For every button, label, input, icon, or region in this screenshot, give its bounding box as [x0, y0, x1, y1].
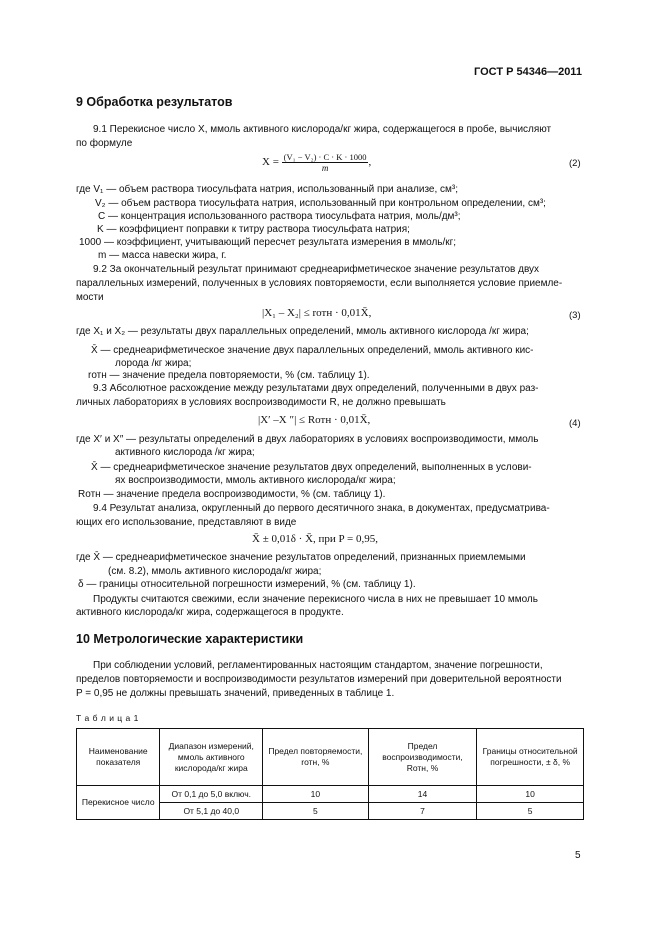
th-name: Наименование показателя — [77, 729, 160, 786]
cell-error: 10 — [477, 786, 584, 803]
metrology-table — [76, 728, 584, 820]
th-repeat: Предел повторяемости, rотн, % — [263, 729, 369, 786]
formula-3: |X₁ – X₂| ≤ rотн · 0,01X̄, — [262, 307, 372, 319]
cell-reproduce: 14 — [368, 786, 477, 803]
table-row — [77, 786, 584, 803]
s10-line3: P = 0,95 не должны превышать значений, приведенных в таблице 1. — [76, 688, 395, 699]
cell-reproduce: 7 — [368, 803, 477, 820]
def4-xbar-cont: ях воспроизводимости, ммоль активного кислорода/кг жира; — [115, 475, 396, 486]
def-1000: 1000 — коэффициент, учитывающий пересчет результата измерения в ммоль/кг; — [79, 237, 457, 248]
formula-4-number: (4) — [569, 418, 581, 429]
def4-x: где X′ и X″ — результаты определений в двух лабораториях в условиях воспроизводимости, ммоль — [76, 434, 539, 445]
def-c: C — концентрация использованного раствора тиосульфата натрия, моль/дм³; — [98, 211, 461, 222]
p94-line2: ющих его использование, представляют в виде — [76, 517, 297, 528]
cell-error: 5 — [477, 803, 584, 820]
def-v1: где V₁ — объем раствора тиосульфата натрия, использованный при анализе, см³; — [76, 184, 459, 195]
section-9-title: 9 Обработка результатов — [76, 95, 233, 109]
def3-xbar: X̄ — среднеарифметическое значение двух параллельных определений, ммоль активного кис- — [91, 345, 534, 356]
p93-line1: 9.3 Абсолютное расхождение между результатами двух определений, полученными в двух раз- — [93, 383, 539, 394]
p92-line1: 9.2 За окончательный результат принимают среднеарифметическое значение результатов двух — [93, 264, 540, 275]
p92-line2: параллельных измерений, полученных в условиях повторяемости, если выполняется условие приемле- — [76, 278, 563, 289]
def-v2: V₂ — объем раствора тиосульфата натрия, использованный при контрольном определении, см³; — [95, 198, 546, 209]
cell-range: От 0,1 до 5,0 включ. — [160, 786, 263, 803]
fresh-line2: активного кислорода/кг жира, содержащегося в продукте. — [76, 607, 344, 618]
fresh-line1: Продукты считаются свежими, если значение перекисного числа в них не превышает 10 ммоль — [93, 594, 538, 605]
f2-num: (V₁ − V₂) · C · K · 1000 — [283, 152, 367, 162]
def5-delta: δ — границы относительной погрешности измерений, % (см. таблицу 1). — [78, 579, 416, 590]
def-m: m — масса навески жира, г. — [98, 250, 227, 261]
def4-r: Rотн — значение предела воспроизводимости, % (см. таблицу 1). — [78, 489, 386, 500]
header-standard: ГОСТ Р 54346—2011 — [474, 66, 582, 78]
def3-xbar-cont: лорода /кг жира; — [115, 358, 192, 369]
def3-x1x2: где X₁ и X₂ — результаты двух параллельных определений, ммоль активного кислорода /кг жира; — [76, 326, 529, 337]
formula-2-number: (2) — [569, 158, 581, 169]
th-range: Диапазон измерений, ммоль активного кислорода/кг жира — [160, 729, 263, 786]
th-error: Границы относительной погрешности, ± δ, % — [477, 729, 584, 786]
def3-r: rотн — значение предела повторяемости, % (см. таблицу 1). — [88, 370, 370, 381]
p94-line1: 9.4 Результат анализа, округленный до первого десятичного знака, в документах, предусматрива- — [93, 503, 550, 514]
cell-repeat: 5 — [263, 803, 369, 820]
f2-lhs: X = — [262, 156, 279, 169]
def5-xbar: где X̄ — среднеарифметическое значение результатов определений, признанных приемлемыми — [76, 552, 526, 563]
p91-line2: по формуле — [76, 138, 133, 149]
def4-xbar: X̄ — среднеарифметическое значение результатов двух определений, выполненных в услови- — [91, 462, 532, 473]
def-k: K — коэффициент поправки к титру раствора тиосульфата натрия; — [97, 224, 410, 235]
def4-x-cont: активного кислорода /кг жира; — [115, 447, 255, 458]
f2-den: m — [321, 163, 329, 173]
row-label: Перекисное число — [77, 786, 160, 820]
th-reproduce: Предел воспроизводимости, Rотн, % — [368, 729, 477, 786]
p92-line3: мости — [76, 292, 104, 303]
s10-line2: пределов повторяемости и воспроизводимости результатов измерений при доверительной вероятности — [76, 674, 562, 685]
def5-xbar-cont: (см. 8.2), ммоль активного кислорода/кг жира; — [108, 566, 322, 577]
s10-line1: При соблюдении условий, регламентированных настоящим стандартом, значение погрешности, — [93, 660, 543, 671]
section-10-title: 10 Метрологические характеристики — [76, 632, 304, 646]
table-caption: Т а б л и ц а 1 — [76, 713, 139, 723]
formula-5: X̄ ± 0,01δ · X̄, при P = 0,95, — [252, 533, 378, 545]
cell-range: От 5,1 до 40,0 — [160, 803, 263, 820]
cell-repeat: 10 — [263, 786, 369, 803]
page-number: 5 — [575, 850, 581, 861]
f2-comma: , — [368, 156, 372, 169]
formula-4: |X′ –X ″| ≤ Rотн · 0,01X̄, — [258, 414, 371, 426]
formula-2 — [262, 152, 371, 173]
p91-line1: 9.1 Перекисное число X, ммоль активного кислорода/кг жира, содержащегося в пробе, вычисляют — [93, 124, 552, 135]
formula-3-number: (3) — [569, 310, 581, 321]
p93-line2: личных лабораториях в условиях воспроизводимости R, не должно превышать — [76, 397, 446, 408]
